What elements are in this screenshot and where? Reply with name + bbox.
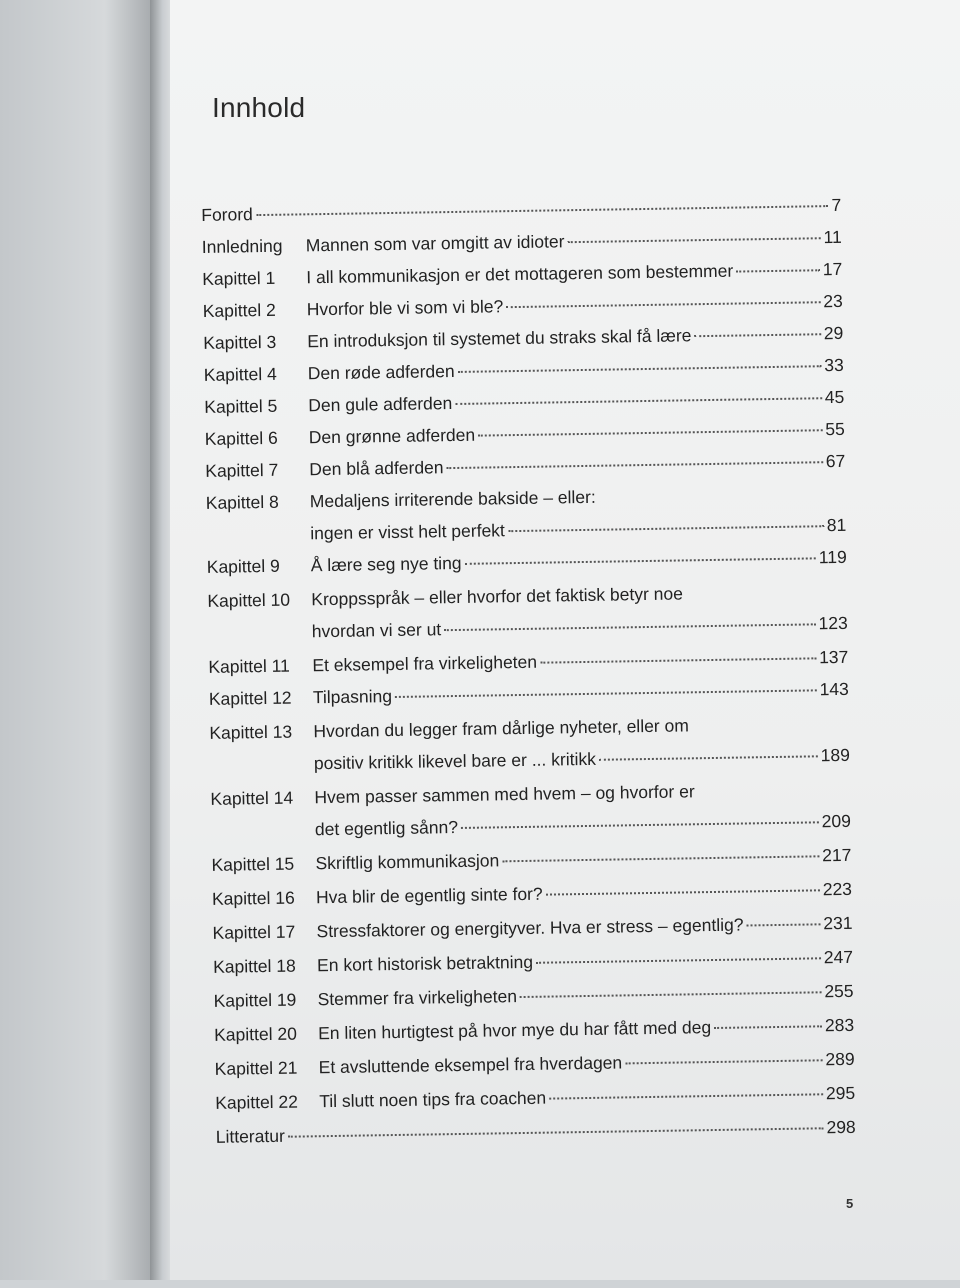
toc-title: det egentlig sånn? [314,816,459,840]
toc-page-number: 247 [823,946,854,968]
toc-line [318,1015,854,1044]
toc-label: Kapittel 21 [214,1057,298,1079]
toc-leader-dots [694,333,820,337]
toc-page-number: 189 [820,744,851,766]
toc-entry [204,387,844,425]
toc-page-number: 81 [826,514,847,536]
toc-entry [212,913,852,951]
toc-line [316,913,852,942]
toc-entry [215,1049,855,1087]
toc-title: Et eksempel fra virkeligheten [312,651,538,676]
toc-leader-dots [465,557,816,565]
toc-line [307,323,843,352]
toc-leader-dots [540,657,816,663]
toc-line [311,581,847,610]
toc-line [315,845,851,874]
toc-page-number: 67 [825,450,846,472]
toc-entry [213,947,853,985]
toc-entry [205,451,845,489]
toc-title: Medaljens irriterende bakside – eller: [309,486,596,512]
toc-title: Til slutt noen tips fra coachen [319,1087,547,1112]
toc-line [312,647,848,676]
toc-entry [205,419,845,457]
toc-line [306,259,842,288]
toc-label: Kapittel 3 [203,331,277,353]
toc-title: Den gule adferden [308,393,453,416]
toc-line [319,1083,855,1112]
toc-entry [209,679,849,717]
toc-label: Kapittel 18 [212,955,296,977]
toc-page-number: 209 [821,810,852,832]
toc-line [309,419,845,448]
toc-leader-dots [567,237,820,243]
toc-entry [212,879,852,917]
toc-entry-continuation [206,515,846,553]
toc-page-number: 223 [822,878,853,900]
toc-label: Kapittel 17 [212,921,296,943]
toc-title: Tilpasning [312,686,393,708]
toc-line [310,483,846,512]
toc-leader-dots [714,1025,822,1029]
toc-leader-dots [444,623,815,631]
toc-line [317,981,853,1010]
toc-title: Skriftlig kommunikasjon [315,850,500,874]
toc-entry [207,547,847,585]
toc-leader-dots [395,689,817,698]
toc-page-number: 298 [826,1116,856,1138]
toc-label: Forord [201,204,253,225]
toc-leader-dots [288,1127,824,1137]
toc-line [216,1117,856,1148]
toc-line [317,947,853,976]
toc-label: Kapittel 10 [207,589,291,611]
toc-page-number: 45 [824,386,845,408]
toc-leader-dots [549,1093,823,1099]
toc-leader-dots [447,461,823,469]
toc-line [315,811,851,840]
toc-label: Kapittel 12 [208,687,292,709]
toc-page-number: 231 [823,912,853,934]
toc-entry-continuation [208,613,848,651]
toc-page-number: 119 [818,546,847,568]
toc-entry [209,713,849,751]
toc-page-number: 7 [831,194,842,216]
toc-title: En introduksjon til systemet du straks skal få lære [307,325,692,352]
toc-line [308,355,844,384]
toc-entry [215,1083,855,1121]
toc-entry [214,1015,854,1053]
toc-line [308,387,844,416]
toc-entry [207,581,847,619]
toc-page-number: 29 [823,322,844,344]
toc-title: Hvordan du legger fram dårlige nyheter, eller om [313,715,690,742]
toc-line [312,613,848,642]
toc-page-number: 143 [819,678,849,700]
toc-title: Den røde adferden [307,360,455,384]
toc-label: Kapittel 6 [204,427,278,449]
toc-title: Stressfaktorer og energityver. Hva er stress – egentlig? [316,914,744,942]
toc-label: Innledning [201,235,283,257]
toc-entry [202,227,842,265]
toc-label: Litteratur [215,1125,285,1147]
toc-page-number: 17 [822,258,843,280]
toc-title: Hvorfor ble vi som vi ble? [306,296,504,320]
toc-line [319,1049,855,1078]
toc-label: Kapittel 15 [211,853,295,875]
toc-entry-continuation [210,745,850,783]
toc-line [309,451,845,480]
toc-label: Kapittel 7 [205,459,279,481]
toc-line [310,515,846,544]
toc-page-number: 283 [824,1014,855,1036]
toc-entry [203,323,843,361]
toc-entry [213,981,853,1019]
toc-page-number: 217 [822,844,852,866]
toc-label: Kapittel 2 [202,299,276,321]
toc-label: Kapittel 11 [208,655,290,677]
toc-line [314,779,850,808]
toc-leader-dots [506,301,820,308]
toc-page-number: 289 [825,1048,855,1070]
toc-leader-dots [625,1059,822,1064]
toc-label: Kapittel 13 [209,721,293,743]
toc-label: Kapittel 22 [215,1091,299,1113]
toc-page-number: 23 [823,290,843,312]
toc-title: positiv kritikk likevel bare er ... kritikk [313,748,597,774]
page-number: 5 [846,1196,854,1211]
toc-line [201,195,841,226]
toc-line [311,547,847,576]
toc-entry [216,1117,856,1155]
toc-line [316,879,852,908]
page-title: Innhold [212,92,306,123]
toc-title: Den grønne adferden [308,424,476,448]
toc-label: Kapittel 9 [206,555,280,577]
toc-label: Kapittel 8 [205,491,279,513]
toc-entry [206,483,846,521]
toc-page-number: 255 [824,980,854,1002]
toc-label: Kapittel 20 [214,1023,298,1045]
toc-entry [204,355,844,393]
toc-label: Kapittel 4 [203,363,277,385]
toc-leader-dots [256,205,829,216]
toc-leader-dots [747,923,821,926]
toc-line [314,745,850,774]
toc-leader-dots [599,755,818,760]
toc-entry [201,195,841,233]
toc-title: Mannen som var omgitt av idioter [305,231,565,256]
toc-leader-dots [736,269,820,272]
toc-line [313,713,849,742]
toc-line [307,291,843,320]
toc-line [306,227,842,256]
toc-page-number: 137 [818,646,849,668]
toc-page-number: 123 [818,612,848,634]
toc-title: Stemmer fra virkeligheten [317,986,518,1010]
toc-page-number: 33 [824,354,844,376]
toc-leader-dots [546,889,820,895]
toc-label: Kapittel 1 [202,267,276,289]
toc-title: En kort historisk betraktning [316,951,534,976]
toc-label: Kapittel 16 [211,887,295,909]
toc-page-number: 55 [825,418,845,440]
toc-page-number: 295 [825,1082,856,1104]
toc-title: Den blå adferden [309,457,444,480]
toc-label: Kapittel 19 [213,989,297,1011]
toc-title: Å lære seg nye ting [310,552,462,576]
toc-leader-dots [520,991,821,998]
toc-title: ingen er visst helt perfekt [310,520,505,544]
toc-entry [203,291,843,329]
toc-title: Et avsluttende eksempel fra hverdagen [318,1052,623,1078]
toc-title: I all kommunikasjon er det mottageren som bestemmer [306,260,734,288]
toc-leader-dots [458,365,822,373]
toc-leader-dots [502,855,819,862]
toc-entry [202,259,842,297]
toc-entry [211,845,851,883]
toc-leader-dots [478,429,822,436]
toc-title: Hva blir de egentlig sinte for? [315,883,543,908]
toc-entry-continuation [211,811,851,849]
toc-title: Hvem passer sammen med hvem – og hvorfor er [314,781,695,808]
toc-leader-dots [536,957,821,963]
toc-title: Kroppsspråk – eller hvorfor det faktisk betyr noe [311,583,684,610]
toc-leader-dots [455,397,822,405]
toc-title: hvordan vi ser ut [311,619,442,642]
toc-label: Kapittel 5 [204,395,278,417]
toc-page-number: 11 [823,226,842,248]
toc-leader-dots [508,525,824,532]
toc-leader-dots [461,821,819,829]
toc-entry [208,647,848,685]
toc-title: En liten hurtigtest på hvor mye du har fått med deg [317,1017,712,1044]
toc-label: Kapittel 14 [210,787,294,809]
toc-line [313,679,849,708]
toc-entry [210,779,850,817]
